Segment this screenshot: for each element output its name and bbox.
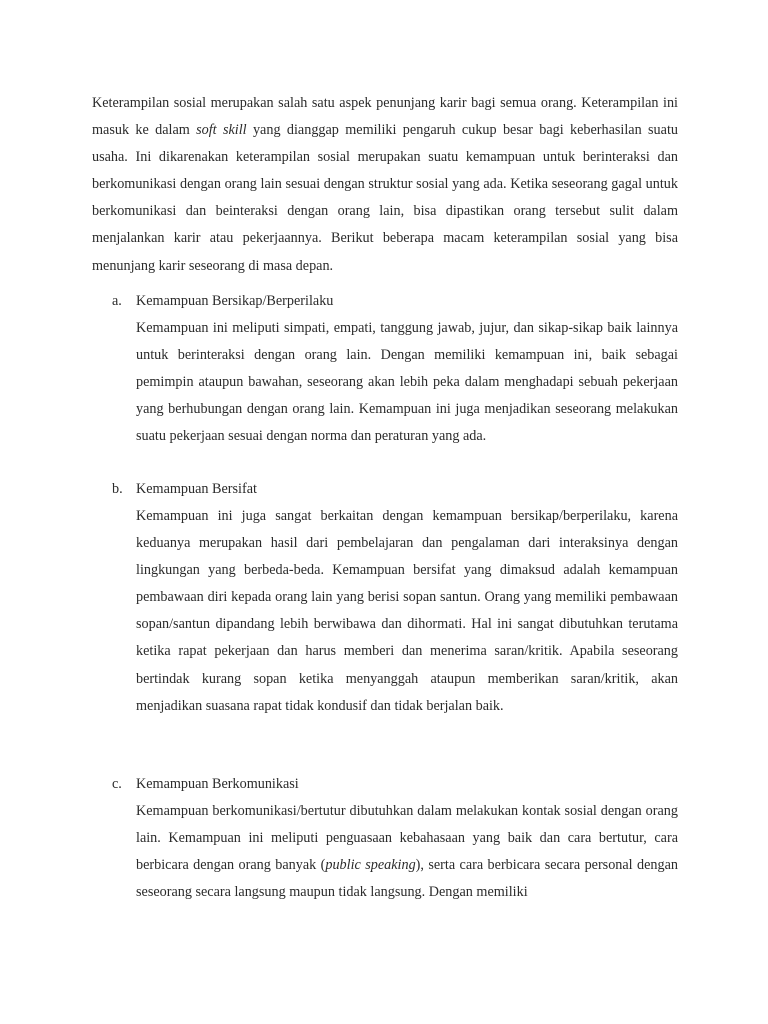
list-item-title: Kemampuan Berkomunikasi (136, 776, 299, 792)
list-item-body: Kemampuan ini meliputi simpati, empati, tanggung jawab, jujur, dan sikap-sikap baik lainnya untuk berinteraksi dengan orang lain. Dengan memiliki kemampuan ini, baik sebagai pemimpin ataupun bawahan, seseorang akan lebih peka dalam menghadapi sebuah pekerjaan yang berhubungan dengan orang lain. Kemampuan ini juga menjadikan seseorang melakukan suatu pekerjaan sesuai dengan norma dan peraturan yang ada. (136, 320, 678, 445)
body-text-a: Kemampuan berkomunikasi/bertutur dibutuhkan dalam melakukan kontak sosial dengan orang lain. Kemampuan ini meliputi penguasaan kebahasaan yang baik dan cara bertutur, cara berbicara dengan orang banyak ( (136, 803, 678, 874)
body-italic-term: public speaking (325, 857, 416, 874)
list-item-title: Kemampuan Bersifat (136, 481, 257, 497)
list-marker: c. (112, 776, 122, 792)
list-item-a (112, 288, 678, 450)
intro-italic-term: soft skill (196, 122, 247, 139)
intro-text-b: yang dianggap memiliki pengaruh cukup besar bagi keberhasilan suatu usaha. Ini dikarenakan keterampilan sosial merupakan suatu kemampuan untuk berinteraksi dan berkomunikasi dengan orang lain sesuai dengan struktur sosial yang ada. Ketika seseorang gagal untuk berkomunikasi dan beinteraksi dengan orang lain, bisa dipastikan orang tersebut sulit dalam menjalankan karir atau pekerjaannya. Berikut beberapa macam keterampilan sosial yang bisa menunjang karir seseorang di masa depan. (92, 122, 678, 274)
list-marker: b. (112, 481, 123, 497)
list-marker: a. (112, 293, 122, 309)
intro-text-a: Keterampilan sosial merupakan salah satu aspek penunjang karir bagi semua orang. Keterampilan ini masuk ke dalam (92, 95, 678, 139)
list-item-c (112, 771, 678, 906)
list-item-b (112, 476, 678, 720)
list-item-body (136, 798, 678, 906)
list-item-title: Kemampuan Bersikap/Berperilaku (136, 293, 334, 309)
body-text-b: ), serta cara berbicara secara personal dengan seseorang secara langsung maupun tidak langsung. Dengan memiliki (136, 857, 679, 901)
list-item-body: Kemampuan ini juga sangat berkaitan dengan kemampuan bersikap/berperilaku, karena keduanya merupakan hasil dari pembelajaran dan pengalaman dari interaksinya dengan lingkungan yang berbeda-beda. Kemampuan bersifat yang dimaksud adalah kemampuan pembawaan diri kepada orang lain yang berisi sopan santun. Orang yang memiliki pembawaan sopan/santun dipandang lebih berwibawa dan dihormati. Hal ini sangat dibutuhkan terutama ketika rapat pekerjaan dan harus memberi dan menerima saran/kritik. Apabila seseorang bertindak kurang sopan ketika menyanggah ataupun memberikan saran/kritik, akan menjadikan suasana rapat tidak kondusif dan tidak berjalan baik. (136, 508, 678, 714)
intro-paragraph (92, 90, 678, 280)
